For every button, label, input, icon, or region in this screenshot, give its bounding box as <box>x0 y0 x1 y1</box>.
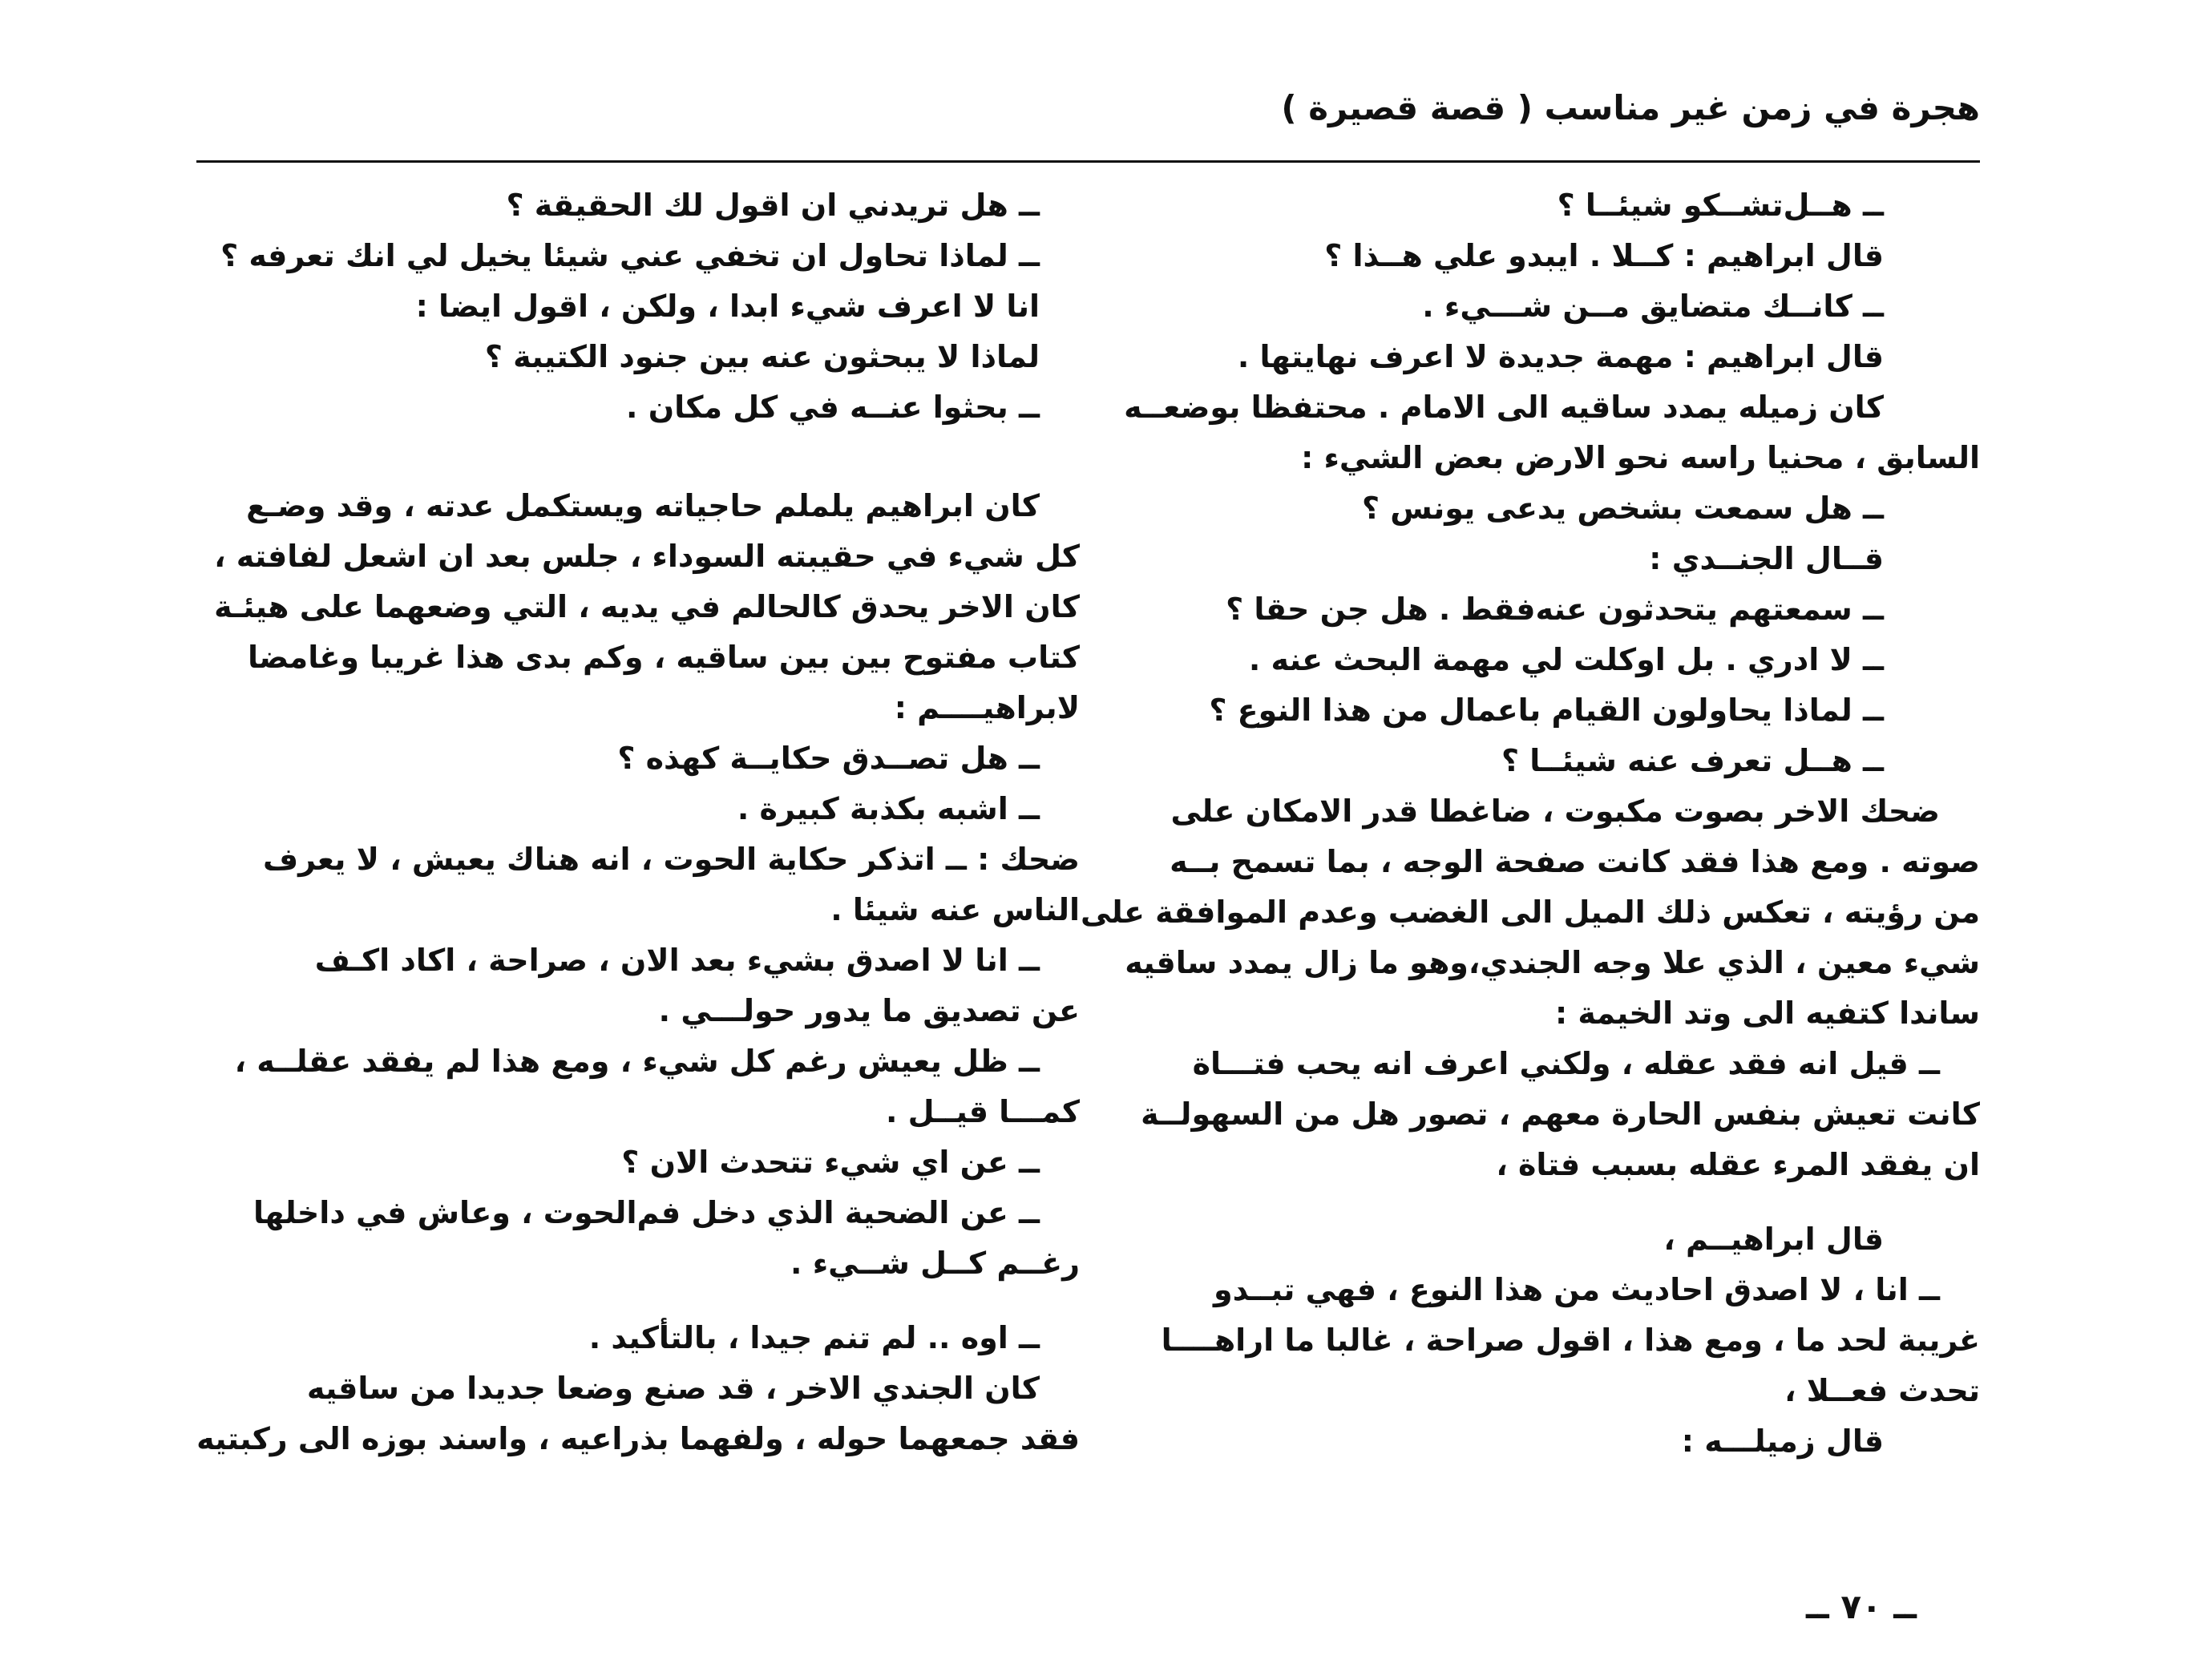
text-line: تحدث فعــلا ، <box>1784 1373 1980 1408</box>
text-line: لابراهيــــم : <box>894 690 1080 725</box>
text-line: ــ اشبه بكذبة كبيرة . <box>737 791 1040 826</box>
text-line: ــ كانــك متضايق مــن شـــيء . <box>1422 289 1884 324</box>
text-line: ــ عن اي شيء تتحدث الان ؟ <box>621 1145 1040 1180</box>
text-line: قال ابراهيم : مهمة جديدة لا اعرف نهايتها . <box>1237 339 1884 374</box>
text-line: ان يفقد المرء عقله بسبب فتاة ، <box>1496 1147 1980 1182</box>
text-line: انا لا اعرف شيء ابدا ، ولكن ، اقول ايضا : <box>415 289 1040 324</box>
text-line: ــ لا ادري . بل اوكلت لي مهمة البحث عنه . <box>1248 642 1884 677</box>
text-line: ــ هــل‌تشــكو شيئــا ؟ <box>1557 188 1884 223</box>
text-line: ضحك الاخر بصوت مكبوت ، ضاغطا قدر الامكان على <box>1170 794 1940 829</box>
text-line: ــ هل سمعت بشخص يدعى يونس ؟ <box>1361 491 1884 526</box>
text-line: ــ لماذا تحاول ان تخفي عني شيئا يخيل لي انك تعرفه ؟ <box>220 238 1040 273</box>
text-line: رغــم كــل شــيء . <box>790 1246 1080 1281</box>
text-line: عن تصديق ما يدور حولـــي . <box>658 993 1080 1028</box>
text-line: كانت تعيش بنفس الحارة معهم ، تصور هل من السهولــة <box>1141 1096 1980 1132</box>
text-line: كان زميله يمدد ساقيه الى الامام . محتفظا بوضعــه <box>1124 390 1884 425</box>
text-line: ــ انا ، لا اصدق احاديث من هذا النوع ، فهي تبــدو <box>1214 1272 1940 1307</box>
text-line: كمـــا قيــل . <box>886 1094 1080 1129</box>
text-line: قال ابراهيم : كــلا . ايبدو علي هــذا ؟ <box>1324 238 1884 273</box>
text-line: قال ابراهيــم ، <box>1663 1222 1884 1257</box>
text-line: ــ هل تريدني ان اقول لك الحقيقة ؟ <box>506 188 1040 223</box>
text-line: قــال الجنــدي : <box>1649 541 1884 576</box>
text-line: ــ هل تصــدق حكايــة كهذه ؟ <box>617 741 1040 776</box>
text-line: ضحك : ــ اتذكر حكاية الحوت ، انه هناك يعيش ، لا يعرف <box>262 842 1080 877</box>
text-line: الناس عنه شيئا . <box>830 892 1080 927</box>
text-line: السابق ، محنيا راسه نحو الارض بعض الشيء : <box>1301 440 1980 475</box>
left-column <box>150 180 1080 1527</box>
text-line: ــ اوه .. لم تنم جيدا ، بالتأكيد . <box>588 1320 1040 1355</box>
text-line: ساندا كتفيه الى وتد الخيمة : <box>1554 995 1980 1031</box>
text-line: كتاب مفتوح بين بين ساقيه ، وكم بدى هذا غريبا وغامضا <box>247 640 1080 675</box>
text-line: فقد جمعهما حوله ، ولفهما بذراعيه ، واسند بوزه الى ركبتيه <box>196 1421 1080 1456</box>
text-line: كان الاخر يحدق كالحالم في يديه ، التي وضعهما على هيئـة <box>214 589 1080 624</box>
text-line: غريبة لحد ما ، ومع هذا ، اقول صراحة ، غالبا ما اراهــــا <box>1161 1323 1980 1358</box>
text-line: كان الجندي الاخر ، قد صنع وضعا جديدا من ساقيه <box>306 1371 1040 1406</box>
text-line: ــ هــل تعرف عنه شيئــا ؟ <box>1501 743 1884 778</box>
text-line: شيء معين ، الذي علا وجه الجندي،وهو ما زال يمدد ساقيه <box>1125 945 1980 980</box>
text-line: صوته . ومع هذا فقد كانت صفحة الوجه ، بما تسمح بــه <box>1170 844 1980 879</box>
text-line: كان ابراهيم يلملم حاجياته ويستكمل عدته ، وقد وضـع <box>246 488 1040 523</box>
text-line: قال زميلـــه : <box>1681 1424 1884 1459</box>
text-line: ــ عن الضحية الذي دخل فم‌الحوت ، وعاش في داخلها <box>253 1195 1040 1230</box>
text-line: ــ بحثوا عنــه في كل مكان . <box>626 390 1040 425</box>
header-rule <box>196 160 1980 163</box>
page-number: ــ ٧٠ ــ <box>1806 1587 1917 1626</box>
text-line: ــ انا لا اصدق بشيء بعد الان ، صراحة ، اكاد اكـف <box>314 943 1040 978</box>
text-line: من رؤيته ، تعكس ذلك الميل الى الغضب وعدم الموافقة على <box>1080 895 1980 930</box>
text-line: لماذا لا يبحثون عنه بين جنود الكتيبة ؟ <box>484 339 1040 374</box>
right-column <box>1050 180 1980 1527</box>
text-line: ــ لماذا يحاولون القيام باعمال من هذا النوع ؟ <box>1209 693 1884 728</box>
text-line: كل شيء في حقيبته السوداء ، جلس بعد ان اشعل لفافته ، <box>214 539 1080 574</box>
running-header: هجرة في زمن غير مناسب ( قصة قصيرة ) <box>1281 88 1980 127</box>
text-line: ــ ظل يعيش رغم كل شيء ، ومع هذا لم يفقد عقلــه ، <box>234 1044 1040 1079</box>
text-line: ــ سمعتهم يتحدثون عنه‌فقط . هل جن حقا ؟ <box>1226 592 1884 627</box>
text-line: ــ قيل انه فقد عقله ، ولكني اعرف انه يحب فتـــاة <box>1192 1046 1940 1081</box>
